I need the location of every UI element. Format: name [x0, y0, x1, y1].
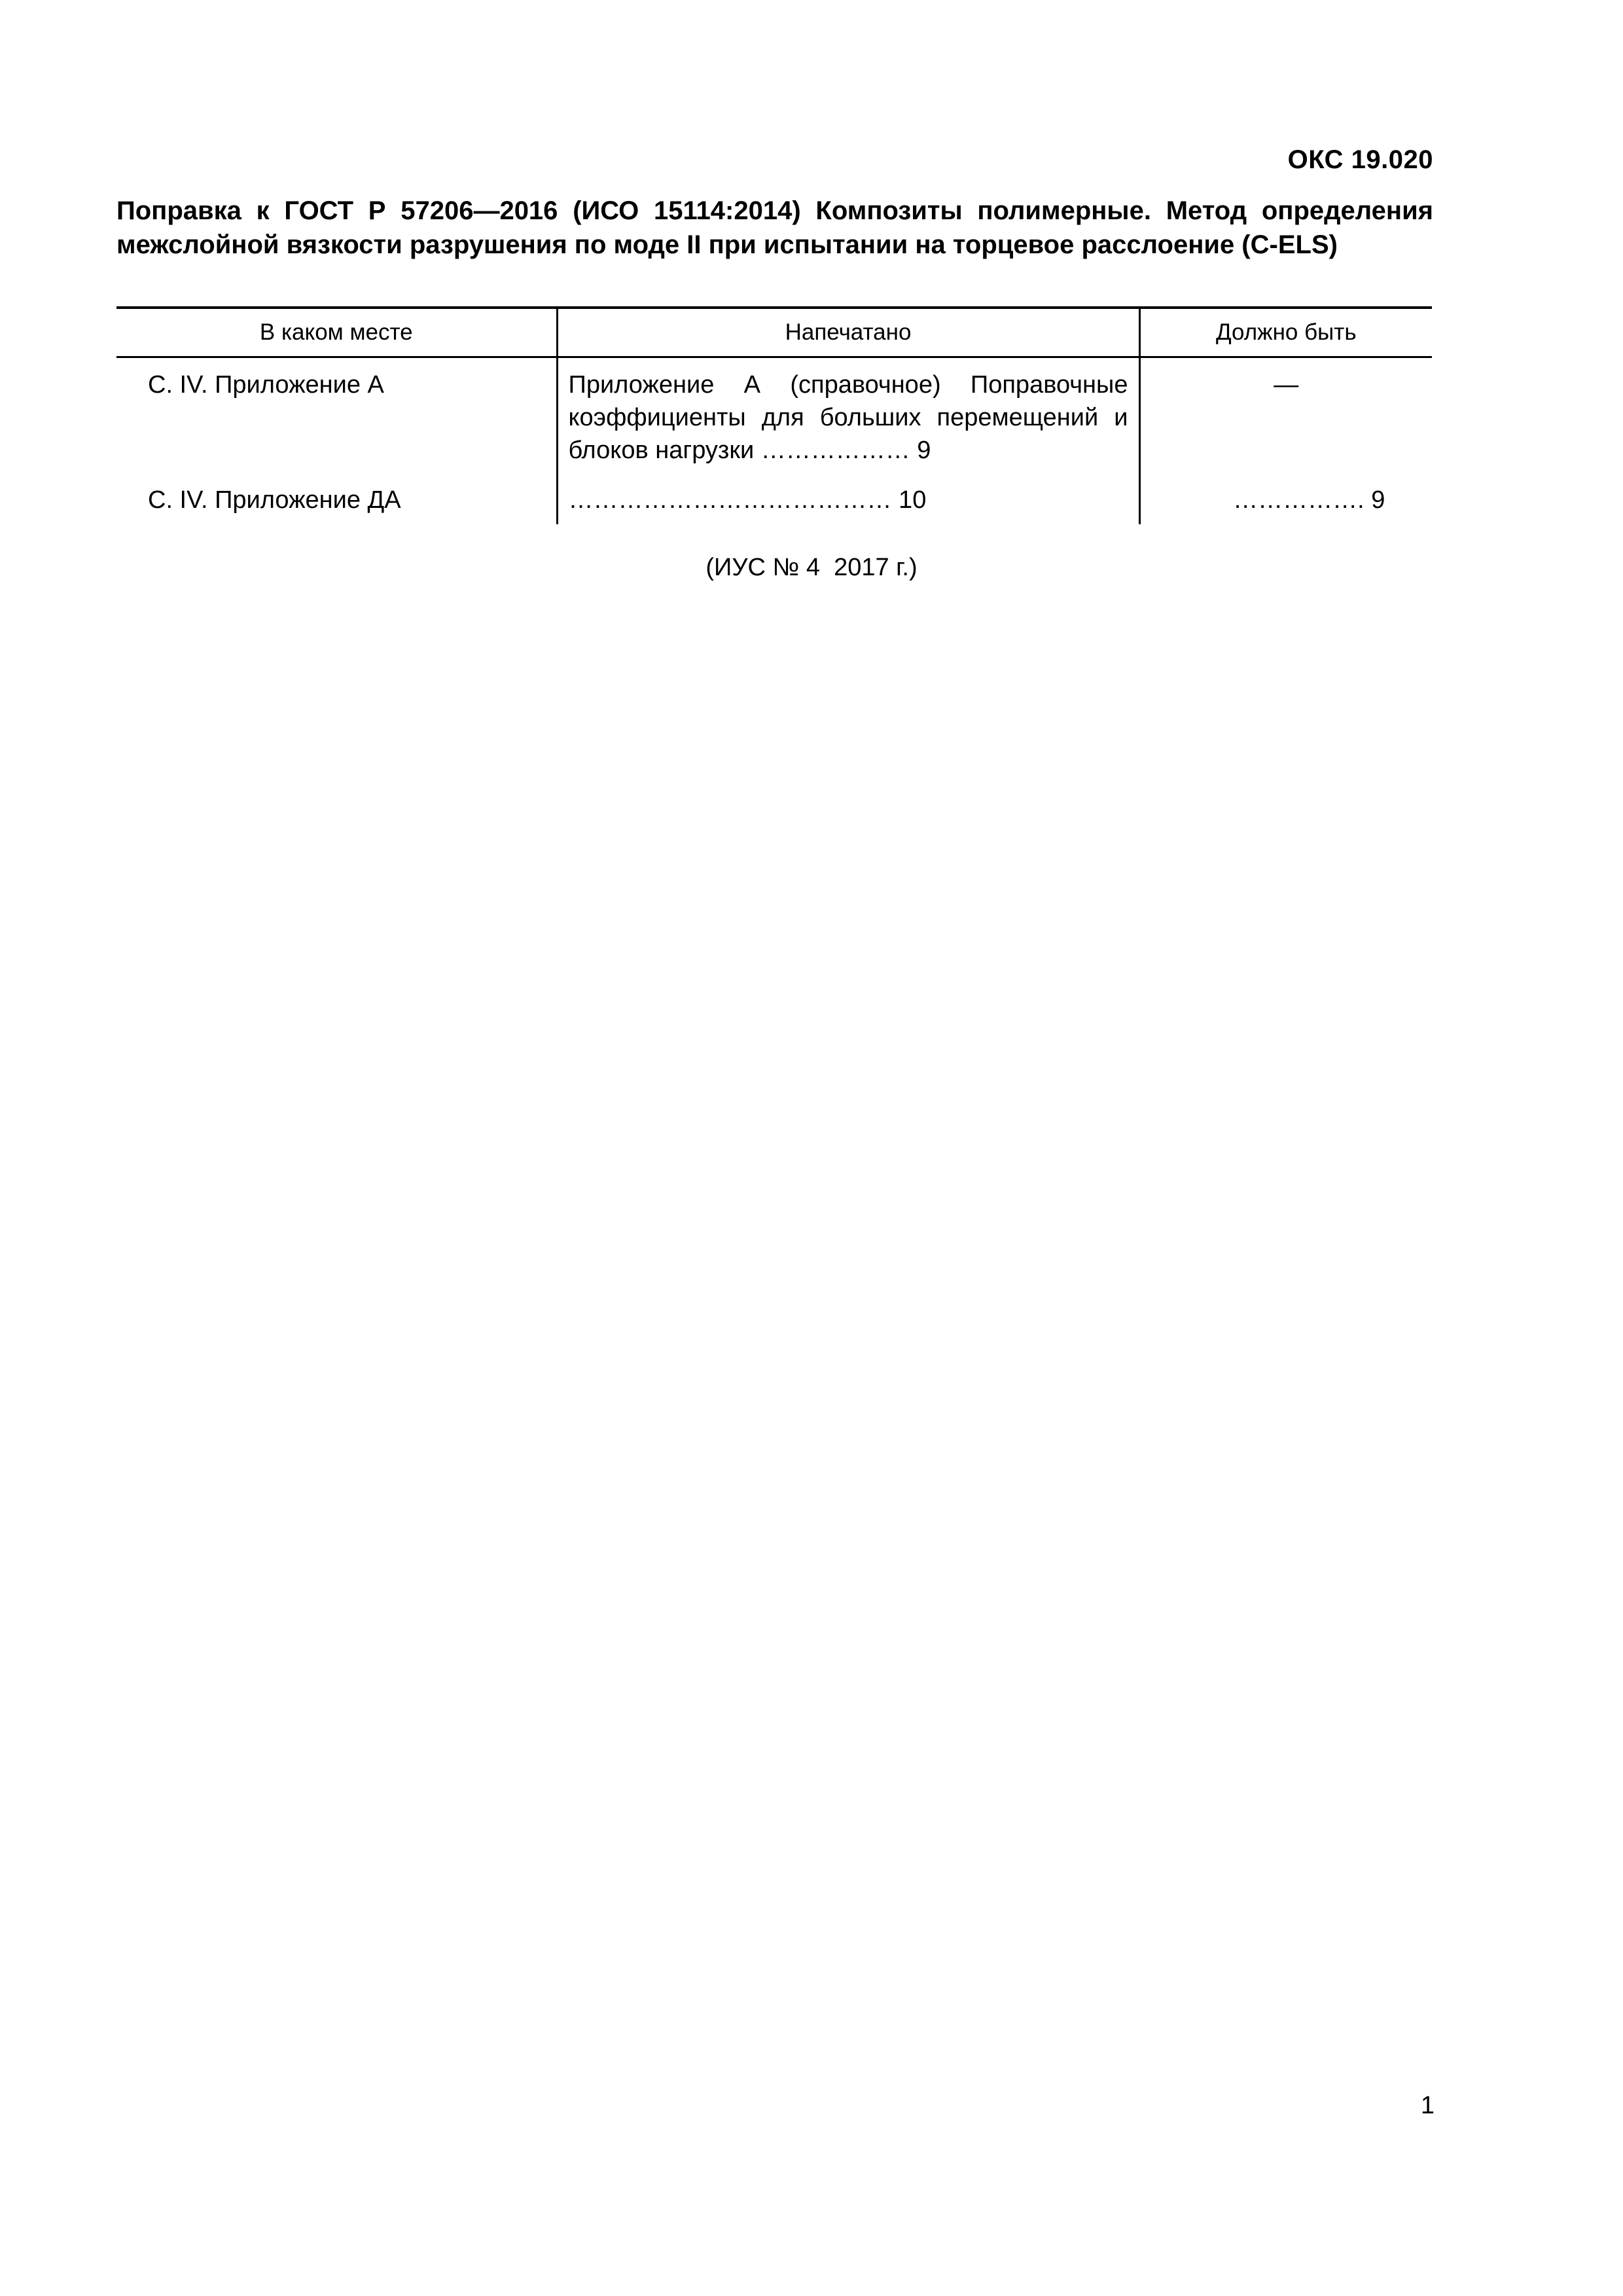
cell-should-be-text: ……………. 9	[1233, 486, 1385, 514]
classification-code: ОКС 19.020	[1287, 145, 1433, 174]
cell-should-be: —	[1139, 357, 1432, 479]
cell-printed: Приложение А (справочное) Поправочные коэффициенты для больших перемещений и блоков нагрузки ……………… 9	[557, 357, 1139, 479]
cell-should-be	[1139, 478, 1432, 524]
column-header-place: В каком месте	[116, 308, 557, 357]
column-header-should-be: Должно быть	[1139, 308, 1432, 357]
cell-printed: ………………………………… 10	[557, 478, 1139, 524]
page-number: 1	[1420, 2092, 1435, 2119]
source-reference: (ИУС № 4 2017 г.)	[705, 554, 918, 581]
document-title: Поправка к ГОСТ Р 57206—2016 (ИСО 15114:2014) Композиты полимерные. Метод определения межслойной вязкости разрушения по моде II при испытании на торцевое расслоение (C-ELS)	[116, 196, 1433, 259]
table-row	[116, 357, 1432, 479]
cell-place: С. IV. Приложение А	[148, 371, 384, 399]
table-row	[116, 478, 1432, 524]
cell-place: С. IV. Приложение ДА	[148, 486, 401, 514]
column-header-printed: Напечатано	[557, 308, 1139, 357]
corrections-table	[116, 306, 1432, 524]
table-header-row	[116, 308, 1432, 357]
